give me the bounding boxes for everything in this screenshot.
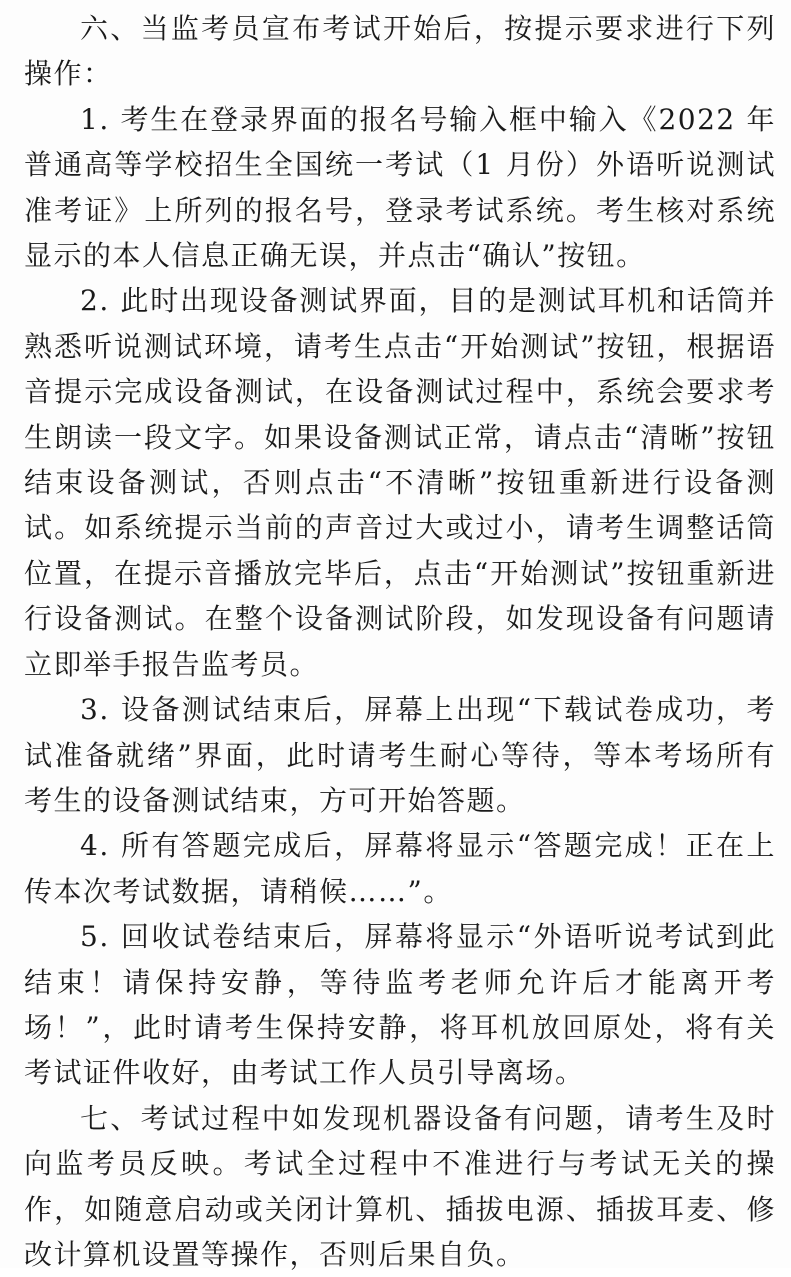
step-2-paragraph: 2. 此时出现设备测试界面，目的是测试耳机和话筒并熟悉听说测试环境，请考生点击“开始测试”按钮，根据语音提示完成设备测试，在设备测试过程中，系统会要求考生朗读一段文字。如果设备测试正常，请点击“清晰”按钮结束设备测试，否则点击“不清晰”按钮重新进行设备测试。如系统提示当前的声音过大或过小，请考生调整话筒位置，在提示音播放完毕后，点击“开始测试”按钮重新进行设备测试。在整个设备测试阶段，如发现设备有问题请立即举手报告监考员。 <box>24 284 776 681</box>
step-3-paragraph: 3. 设备测试结束后，屏幕上出现“下载试卷成功，考试准备就绪”界面，此时请考生耐心等待，等本考场所有考生的设备测试结束，方可开始答题。 <box>24 693 776 817</box>
section-six-heading: 六、当监考员宣布考试开始后，按提示要求进行下列操作： <box>24 12 776 91</box>
step-4-paragraph: 4. 所有答题完成后，屏幕将显示“答题完成！正在上传本次考试数据，请稍候……”。 <box>24 829 776 908</box>
step-1-paragraph: 1. 考生在登录界面的报名号输入框中输入《2022 年普通高等学校招生全国统一考试（1 月份）外语听说测试准考证》上所列的报名号，登录考试系统。考生核对系统显示的本人信息正确无误，并点击“确认”按钮。 <box>24 102 776 273</box>
section-seven-paragraph: 七、考试过程中如发现机器设备有问题，请考生及时向监考员反映。考试全过程中不准进行与考试无关的操作，如随意启动或关闭计算机、插拔电源、插拔耳麦、修改计算机设置等操作，否则后果自负。 <box>24 1101 776 1271</box>
step-5-paragraph: 5. 回收试卷结束后，屏幕将显示“外语听说考试到此结束！请保持安静，等待监考老师允许后才能离开考场！”，此时请考生保持安静，将耳机放回原处，将有关考试证件收好，由考试工作人员引导离场。 <box>24 920 776 1090</box>
document-body <box>24 6 776 1277</box>
